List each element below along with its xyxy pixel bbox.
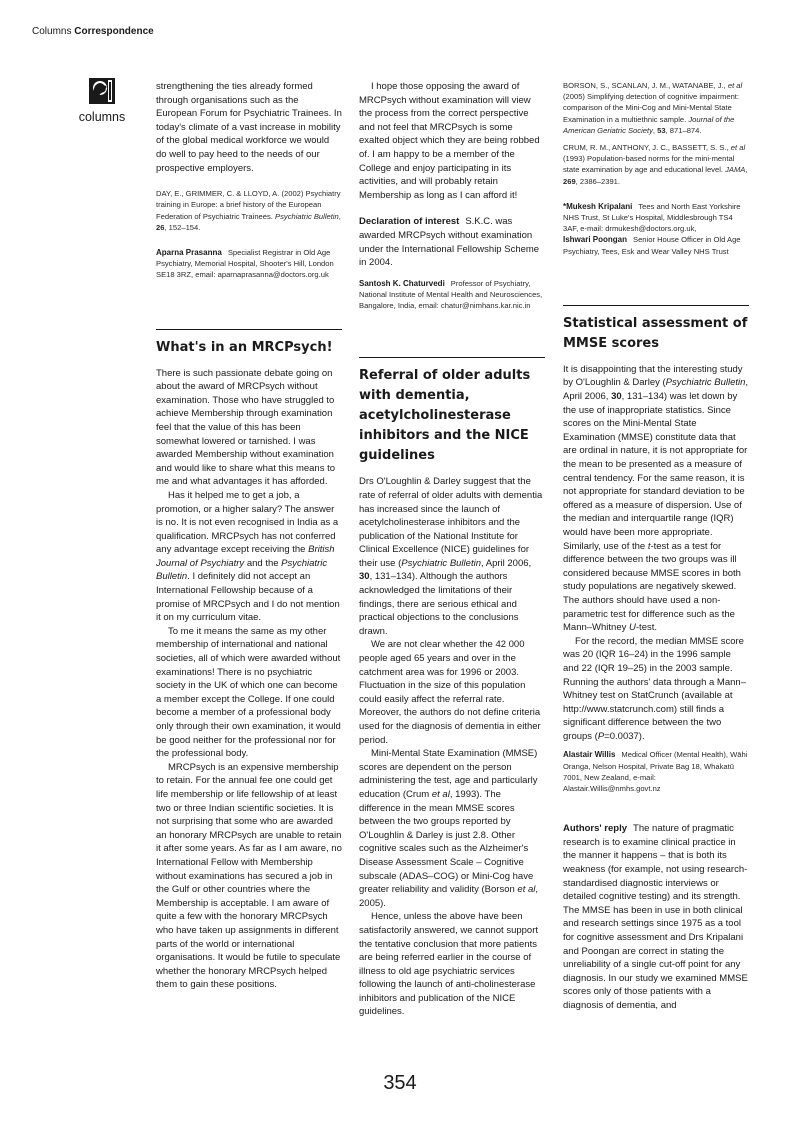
reference-borson-2005: BORSON, S., SCANLAN, J. M., WATANABE, J., et al (2005) Simplifying detection of cognitive impairment: comparison of the Mini-Cog and Mini-Mental State Examination in a multiethnic sample. Journal of the American Geriatric Society, 53, 871–874. [563, 81, 743, 135]
letter1-closing-paragraph: strengthening the ties already formed through organisations such as the European Forum for Psychiatric Trainees. In today's climate of a vast increase in mobility of the global medical workforce we would do well to pay heed to the needs of our prospective employers. [156, 81, 342, 174]
page-number: 354 [383, 1072, 417, 1094]
author-santosh-chaturvedi: Santosh K. Chaturvedi Professor of Psychiatry, National Institute of Mental Health and Neurosciences, Bangalore, India, email: chatur@nimhans.kar.nic.in [359, 278, 543, 311]
reference-day-2002: DAY, E., GRIMMER, C. & LLOYD, A. (2002) Psychiatry training in Europe: a brief history of the European Federation of Psychiatric Trainees. Psychiatric Bulletin, 26, 152–154. [156, 189, 341, 232]
columns-head-icon [87, 76, 117, 106]
section-rule [563, 305, 749, 306]
letter3-paragraph-3: Mini-Mental State Examination (MMSE) scores are dependent on the person administering the test, age and particularly education (Crum et al, 1993). The difference in the mean MMSE scores between the two groups reported by O'Loughlin & Darley is just 2.8. Other cognitive scales such as the Alzheimer's Disease Assessment Scale – Cognitive subscale (ADAS–COG) or Mini-Cog have greater reliability and validity (Borson et al, 2005). [359, 748, 539, 909]
section-rule [156, 329, 342, 330]
letter3-paragraph-2: We are not clear whether the 42 000 people aged 65 years and over in the catchment area was for 1996 or 2003. Fluctuation in the size of this population could easily affect the referral rate. Moreover, the authors do not define criteria used for the diagnosis of dementia in either period. [359, 639, 541, 746]
letter3-paragraph-1: Drs O'Loughlin & Darley suggest that the rate of referral of older adults with dementia has increased since the launch of acetylcholinesterase inhibitors and the publication of the National Institute for Clinical Excellence (NICE) guidelines for their use (Psychiatric Bulletin, April 2006, 30, 131–134). Although the authors acknowledged the limitations of their findings, there are serious ethical and practical objections to the conclusions drawn. [359, 476, 543, 637]
letter3-title: Referral of older adults with dementia, acetylcholinesterase inhibitors and the NICE guidelines [359, 368, 531, 464]
letter2-paragraph-1: There is such passionate debate going on about the award of MRCPsych without examination. Those who have struggled to achieve Membership through examination feel that the value of this has been somewhat lowered or tarnished. I was awarded Membership without examination and would like to share what this means to me and what advantages it has afforded. [156, 367, 336, 488]
letter2-paragraph-3: To me it means the same as my other membership of international and national societies, all of which were awarded without examinations! There is no psychiatric society in the UK of which one can become a member except the College. If one could become a member of a professional body only through their own examination, it would be good neither for the professional nor for the professional body. [156, 625, 341, 760]
letter4-paragraph-1: It is disappointing that the interesting study by O'Loughlin & Darley (Psychiatric Bulletin, April 2006, 30, 131–134) was let down by the use of inappropriate statistics. Since scores on the Mini-Mental State Examination (MMSE) constitute data that are ordinal in nature, it is not appropriate for the mean to be presented as a measure of central tendency. For the same reason, it is not appropriate for standard deviation to be offered as a measure of dispersion. Use of the median and interquartile range (IQR) would have been more appropriate. Similarly, use of the t-test as a test for difference between the two groups was ill considered because MMSE scores in both study populations are negatively skewed. The authors should have used a non-parametric test for difference such as the Mann–Whitney U-test. [563, 363, 749, 634]
author-aparna-prasanna: Aparna Prasanna Specialist Registrar in Old Age Psychiatry, Memorial Hospital, Shooter's Hill, London SE18 3RZ, email: aparnaprasanna@doctors.org.uk [156, 247, 334, 280]
reference-crum-1993: CRUM, R. M., ANTHONY, J. C., BASSETT, S. S., et al (1993) Population-based norms for the mini-mental state examination by age and educational level. JAMA, 269, 2386–2391. [563, 143, 748, 186]
column-1 [156, 80, 342, 992]
letter2-title: What's in an MRCPsych! [156, 339, 333, 355]
authors-reply: Authors' reply The nature of pragmatic research is to examine clinical practice in the manner it happens – that is both its weakness (for example, not using research-standardised diagnostic interviews or detailed cognitive testing) and its strength. The MMSE has been in use in both clinical and research settings since 1975 as a tool for cognitive assessment and Drs Kripalani and Poongan are correct in stating the unreliability of a single cut-off point for any diagnosis. In our study we examined MMSE scores only of those patients with a diagnosis of dementia, and [563, 823, 748, 1011]
columns-logo [72, 76, 132, 124]
letter2-paragraph-5: I hope those opposing the award of MRCPsych without examination will view the process from the correct perspective and not feel that MRCPsych is some exalted object which they are being robbed of. I am happy to be a member of the College and enjoy participating in its activities, and will probably retain Membership as long as I can afford it! [359, 81, 540, 201]
declaration-of-interest: Declaration of interest S.K.C. was awarded MRCPsych without examination under the International Fellowship Scheme in 2004. [359, 216, 540, 269]
letter2-paragraph-2: Has it helped me to get a job, a promotion, or a higher salary? The answer is no. It is not even recognised in India as a qualification. MRCPsych has not conferred any advantage except receiving the British Journal of Psychiatry and the Psychiatric Bulletin. I definitely did not accept an International Fellowship because of a promise of MRCPsych and I do not mention it on my curriculum vitae. [156, 489, 340, 624]
column-2 [359, 80, 545, 1019]
running-head [32, 26, 154, 37]
letter4-paragraph-2: For the record, the median MMSE score was 20 (IQR 16–24) in the 1996 sample and 22 (IQR 19–25) in the 2003 sample. Running the authors' data through a Mann–Whitney test on StatCrunch (available at http://www.statcrunch.com) still finds a significant difference between the two groups (P=0.0037). [563, 635, 746, 742]
running-head-section: Columns [32, 26, 72, 37]
section-rule [359, 357, 545, 358]
letter2-paragraph-4: MRCPsych is an expensive membership to retain. For the annual fee one could get life membership or life fellowship of at least two or three Indian scientific societies. It is not surprising that some who are awarded an honorary MRCPsych are unable to retain it after some years. As far as I am aware, no International Fellow with Membership without examinations has secured a job in the Gulf or other countries where the Membership is acceptable. I am aware of quite a few with the honorary MRCPsych who have taken up assignments in different parts of the world or international organisations. It would be futile to speculate whether the honorary MRCPsych helped them to gain these positions. [156, 761, 342, 991]
letter4-title: Statistical assessment of MMSE scores [563, 315, 748, 351]
author-alastair-willis: Alastair Willis Medical Officer (Mental Health), Wāhi Oranga, Nelson Hospital, Private Bag 18, Whakatū 7001, New Zealand, e-mail: Alastair.Willis@nmhs.govt.nz [563, 750, 748, 794]
column-3 [563, 80, 749, 1013]
author-ishwari-poongan: Ishwari Poongan Senior House Officer in Old Age Psychiatry, Tees, Esk and Wear Valley NHS Trust [563, 235, 741, 256]
columns-label: columns [78, 110, 126, 124]
running-head-subsection: Correspondence [74, 26, 154, 37]
letter3-paragraph-4: Hence, unless the above have been satisfactorily answered, we cannot support the tentative conclusion that more patients are being referred earlier in the course of illness to old age psychiatric services following the launch of anti-cholinesterase inhibitors and publication of the NICE guidelines. [359, 911, 539, 1018]
author-mukesh-kripalani: *Mukesh Kripalani Tees and North East Yorkshire NHS Trust, St Luke's Hospital, Middlesbrough TS4 3AF, e-mail: drmukesh@doctors.org.uk, [563, 201, 741, 234]
